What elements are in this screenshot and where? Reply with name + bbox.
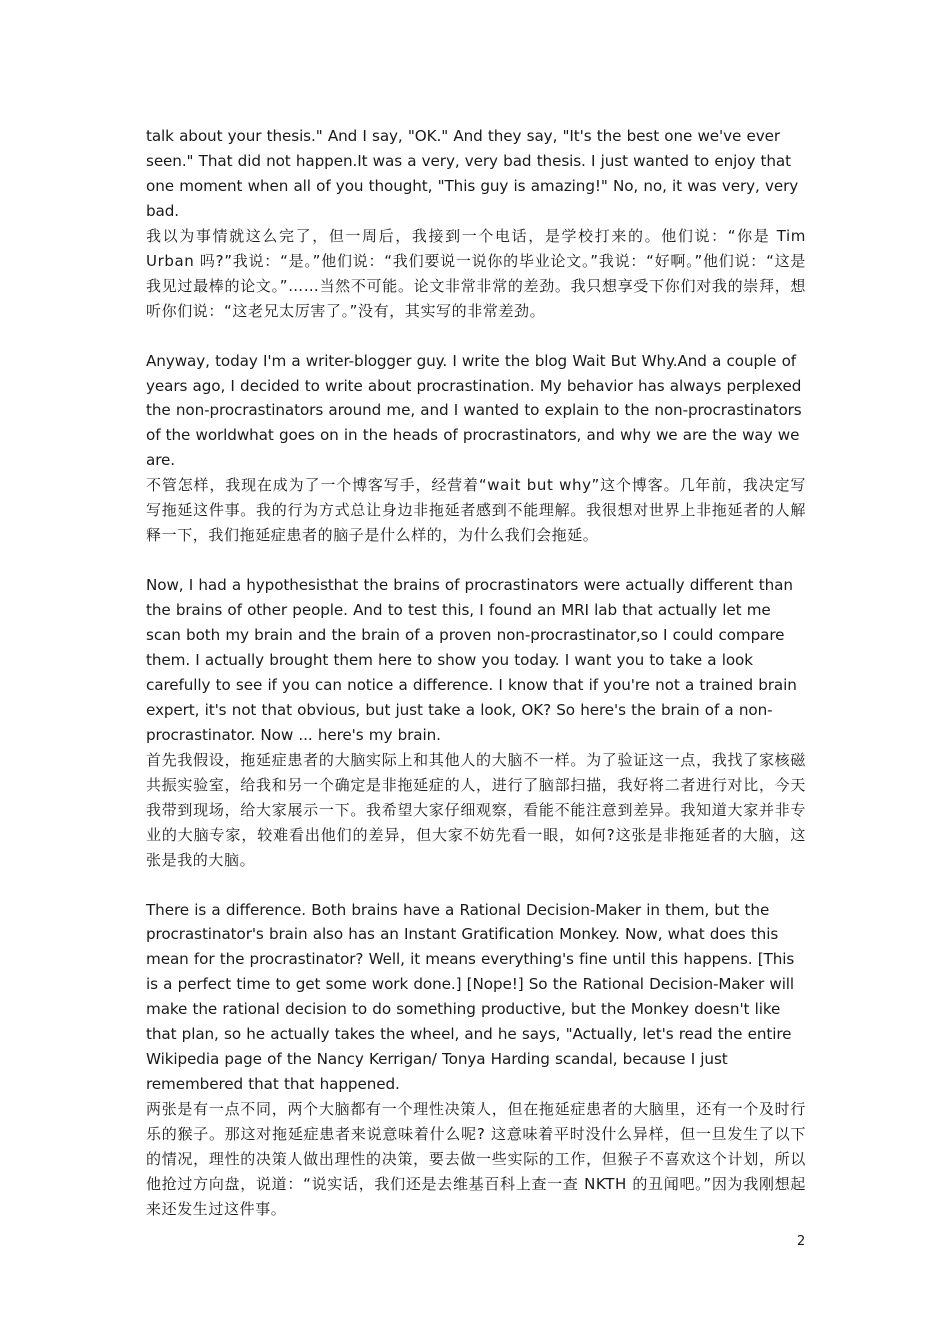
paragraph-chinese-1: 我以为事情就这么完了，但一周后，我接到一个电话，是学校打来的。他们说：“你是 Tim Urban 吗?”我说：“是。”他们说：“我们要说一说你的毕业论文。”我说：“好啊。”他们说：“这是我见过最棒的论文。”……当然不可能。论文非常非常的差劲。我只想享受下你们对我的崇拜，想听你们说：“这老兄太厉害了。”没有，其实写的非常差劲。	[146, 226, 806, 320]
paragraph-english-3: Now, I had a hypothesisthat the brains of procrastinators were actually different than the brains of other people. And to test this, I found an MRI lab that actually let me scan both my brain and the brain of a proven non-procrastinator,so I could compare them. I actually brought them here to show you today. I want you to take a look carefully to see if you can notice a difference. I know that if you're not a trained brain expert, it's not that obvious, but just take a look, OK? So here's the brain of a non-procrastinator. Now ... here's my brain.	[146, 576, 797, 744]
paragraph-spacer	[146, 548, 806, 573]
page-number: 2	[797, 1234, 806, 1249]
paragraph-spacer	[146, 324, 806, 349]
paragraph-chinese-2: 不管怎样，我现在成为了一个博客写手，经营着“wait but why”这个博客。几年前，我决定写写拖延这件事。我的行为方式总让身边非拖延者感到不能理解。我很想对世界上非拖延者的人解释一下，我们拖延症患者的脑子是什么样的，为什么我们会拖延。	[146, 476, 806, 545]
paragraph-chinese-4: 两张是有一点不同，两个大脑都有一个理性决策人，但在拖延症患者的大脑里，还有一个及时行乐的猴子。那这对拖延症患者来说意味着什么呢? 这意味着平时没什么异样，但一旦发生了以下的情况，理性的决策人做出理性的决策，要去做一些实际的工作，但猴子不喜欢这个计划，所以他抢过方向盘，说道：“说实话，我们还是去维基百科上查一查 NKTH 的丑闻吧。”因为我刚想起来还发生过这件事。	[146, 1099, 806, 1218]
paragraph-english-4: There is a difference. Both brains have a Rational Decision-Maker in them, but the procrastinator's brain also has an Instant Gratification Monkey. Now, what does this mean for the procrastinator? Well, it means everything's fine until this happens. [This is a perfect time to get some work done.] [Nope!] So the Rational Decision-Maker will make the rational decision to do something productive, but the Monkey doesn't like that plan, so he actually takes the wheel, and he says, "Actually, let's read the entire Wikipedia page of the Nancy Kerrigan/ Tonya Harding scandal, because I just remembered that that happened.	[146, 900, 795, 1093]
paragraph-spacer	[146, 873, 806, 898]
page-body	[146, 124, 806, 1222]
paragraph-english-2: Anyway, today I'm a writer-blogger guy. I write the blog Wait But Why.And a couple of years ago, I decided to write about procrastination. My behavior has always perplexed the non-procrastinators around me, and I wanted to explain to the non-procrastinators of the worldwhat goes on in the heads of procrastinators, and why we are the way we are.	[146, 351, 802, 470]
paragraph-chinese-3: 首先我假设，拖延症患者的大脑实际上和其他人的大脑不一样。为了验证这一点，我找了家核磁共振实验室，给我和另一个确定是非拖延症的人，进行了脑部扫描，我好将二者进行对比，今天我带到现场，给大家展示一下。我希望大家仔细观察，看能不能注意到差异。我知道大家并非专业的大脑专家，较难看出他们的差异，但大家不妨先看一眼，如何?这张是非拖延者的大脑，这张是我的大脑。	[146, 750, 806, 869]
paragraph-english-1: talk about your thesis." And I say, "OK." And they say, "It's the best one we've ever seen." That did not happen.It was a very, very bad thesis. I just wanted to enjoy that one moment when all of you thought, "This guy is amazing!" No, no, it was very, very bad.	[146, 127, 799, 220]
